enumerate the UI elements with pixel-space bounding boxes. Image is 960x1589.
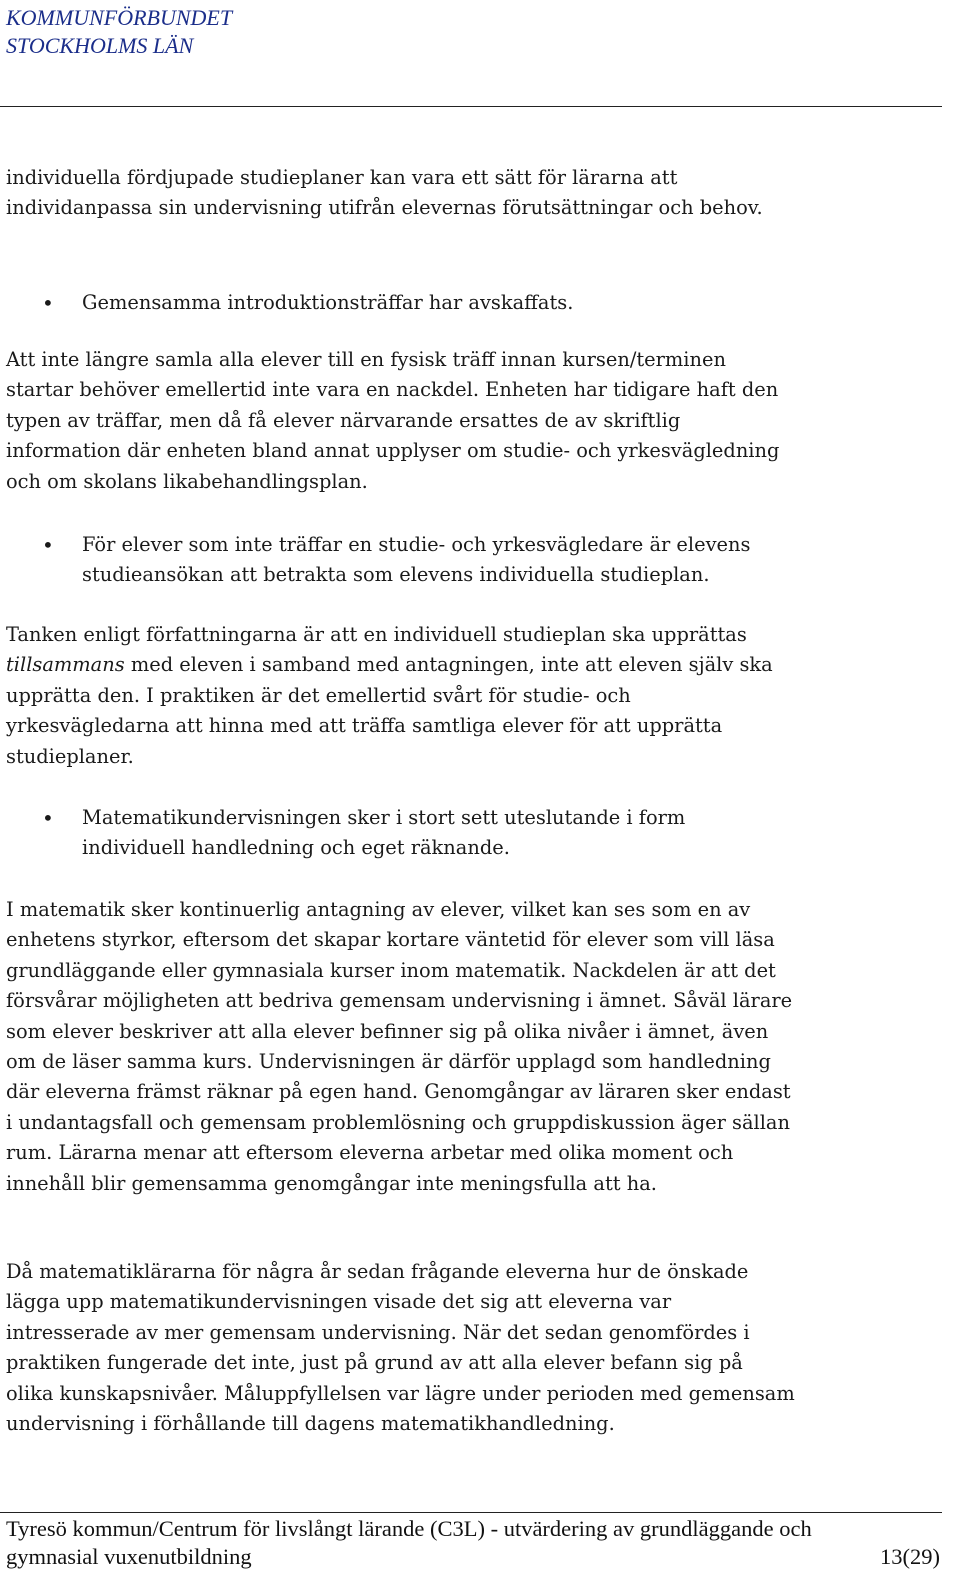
page-footer <box>6 1515 940 1571</box>
footer-line2: gymnasial vuxenutbildning <box>6 1544 252 1569</box>
bullet-icon: • <box>42 533 54 557</box>
paragraph-4: I matematik sker kontinuerlig antagning av elever, vilket kan ses som en av enhetens styrkor, eftersom det skapar kortare väntetid för elever som vill läsa grundläggande eller gymnasiala kurser inom matematik. Nackdelen är att det försvårar möjligheten att bedriva gemensam undervisning i ämnet. Såväl lärare som elever beskriver att alla elever befinner sig på olika nivåer i ämnet, även om de läser samma kurs. Undervisningen är därför upplagd som handledning där eleverna främst räknar på egen hand. Genomgångar av läraren sker endast i undantagsfall och gemensam problemlösning och gruppdiskussion äger sällan rum. Lärarna menar att eftersom eleverna arbetar med olika moment och innehåll blir gemensamma genomgångar inte meningsfulla att ha. <box>6 898 793 1195</box>
header-org-line1: KOMMUNFÖRBUNDET <box>6 5 233 30</box>
footer-divider <box>0 1512 942 1513</box>
paragraph-2: Att inte längre samla alla elever till en fysisk träff innan kursen/terminen startar behöver emellertid inte vara en nackdel. Enheten har tidigare haft den typen av träffar, men då få elever närvarande ersattes de av skriftlig information där enheten bland annat upplyser om studie- och yrkesvägledning och om skolans likabehandlingsplan. <box>6 348 780 493</box>
paragraph-3-text-a: Tanken enligt författningarna är att en individuell studieplan ska upprättas <box>6 623 747 646</box>
page-number: 13(29) <box>880 1544 940 1569</box>
paragraph-5: Då matematiklärarna för några år sedan frågande eleverna hur de önskade lägga upp matematikundervisningen visade det sig att eleverna var intresserade av mer gemensam undervisning. När det sedan genomfördes i praktiken fungerade det inte, just på grund av att alla elever befann sig på olika kunskapsnivåer. Måluppfyllelsen var lägre under perioden med gemensam undervisning i förhållande till dagens matematikhandledning. <box>6 1260 795 1436</box>
bullet-icon: • <box>42 291 54 315</box>
bullet-text-2: För elever som inte träffar en studie- och yrkesvägledare är elevens studieansökan att betrakta som elevens individuella studieplan. <box>82 533 751 587</box>
header-org-line2: STOCKHOLMS LÄN <box>6 33 194 58</box>
bullet-text-1: Gemensamma introduktionsträffar har avskaffats. <box>82 291 574 314</box>
paragraph-1: individuella fördjupade studieplaner kan vara ett sätt för lärarna att individanpassa sin undervisning utifrån elevernas förutsättningar och behov. <box>6 166 763 220</box>
page-header <box>6 4 232 60</box>
bullet-text-3: Matematikundervisningen sker i stort sett uteslutande i form individuell handledning och eget räknande. <box>82 806 686 860</box>
footer-line1: Tyresö kommun/Centrum för livslångt lärande (C3L) - utvärdering av grundläggande och <box>6 1516 812 1541</box>
bullet-icon: • <box>42 806 54 830</box>
paragraph-3-emphasis: tillsammans <box>6 653 125 677</box>
paragraph-3-text-b: med eleven i samband med antagningen, inte att eleven själv ska upprätta den. I praktiken är det emellertid svårt för studie- och yrkesvägledarna att hinna med att träffa samtliga elever för att upprätta studieplaner. <box>6 653 773 768</box>
header-divider <box>0 106 942 107</box>
paragraph-3 <box>6 620 796 772</box>
